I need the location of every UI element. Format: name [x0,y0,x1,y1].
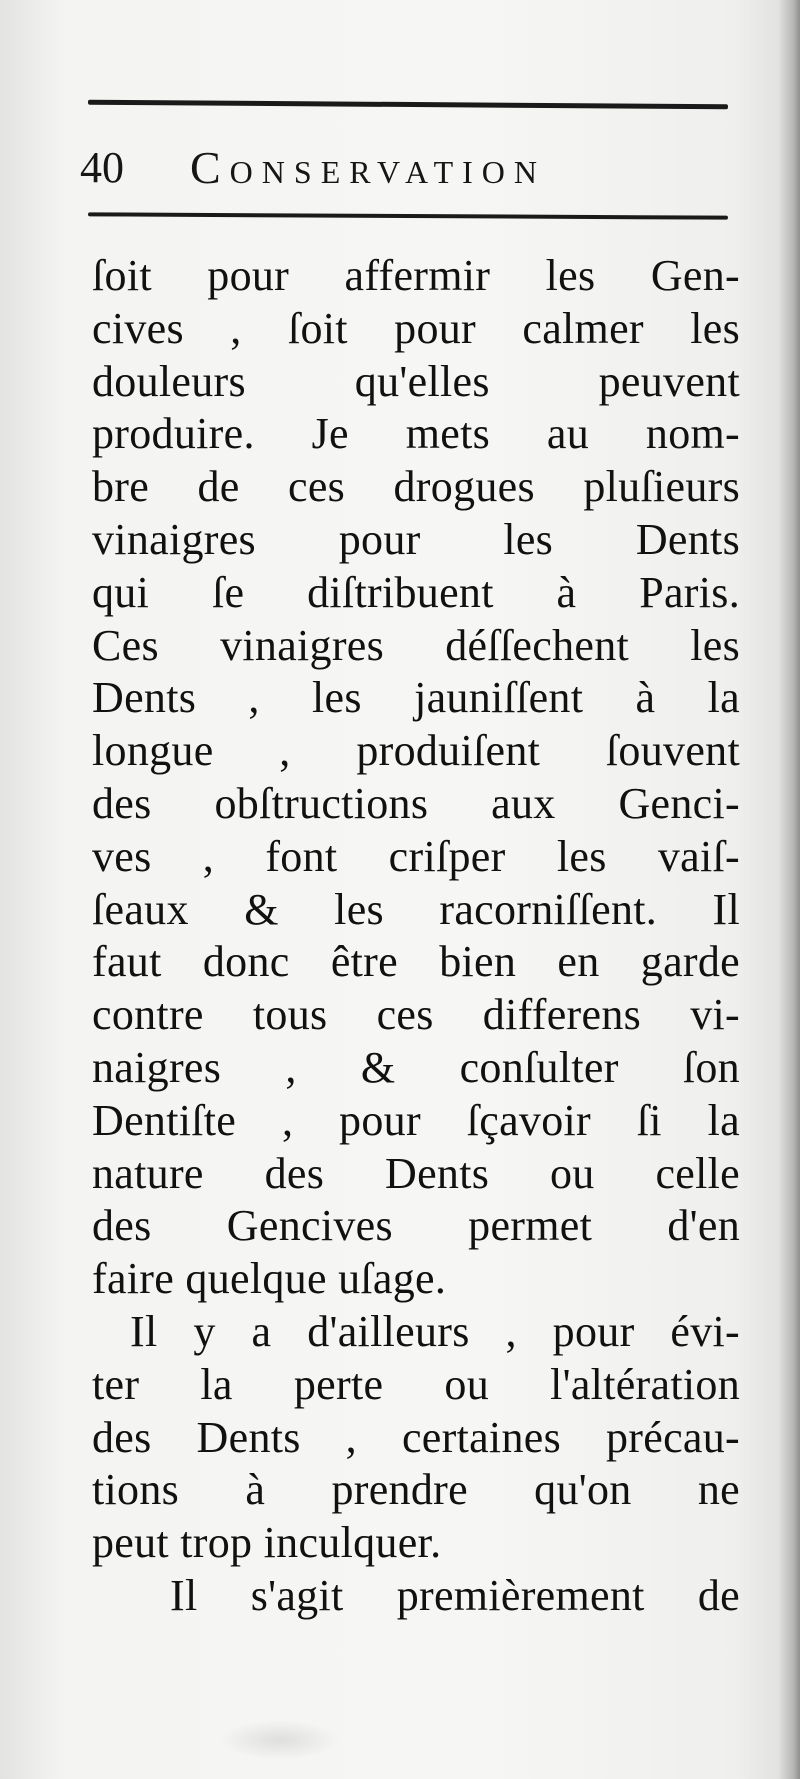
text-line: des obſtructions aux Genci- [92,778,740,828]
text-line: tions à prendre qu'on ne [92,1465,740,1515]
text-line: Il s'agit premièrement de [170,1570,740,1620]
text-line: contre tous ces differens vi- [92,990,740,1040]
body-text [92,250,740,1623]
text-line: naigres , & conſulter ſon [92,1042,740,1092]
text-line: ſoit pour affermir les Gen- [92,251,740,300]
text-line: qui ſe diſtribuent à Paris. [92,567,740,617]
text-line: des Gencives permet d'en [92,1201,740,1251]
text-line: ves , font criſper les vaiſ- [92,831,740,881]
text-line: Dentiſte , pour ſçavoir ſi la [92,1095,740,1145]
text-line: ter la perte ou l'altération [92,1359,740,1409]
text-line: faire quelque uſage. [92,1254,447,1304]
text-line: Ces vinaigres déſſechent les [92,620,740,670]
text-line: cives , ſoit pour calmer les [92,303,740,353]
text-line: Dents , les jauniſſent à la [92,673,740,723]
text-line: Il y a d'ailleurs , pour évi- [130,1306,740,1356]
running-head [80,138,740,198]
text-line: ſeaux & les racorniſſent. Il [92,884,740,934]
text-line: peut trop inculquer. [92,1518,442,1568]
paper-smudge [220,1720,340,1760]
text-line: faut donc être bien en garde [92,937,740,987]
text-line: nature des Dents ou celle [92,1148,740,1198]
header-rule-bottom [88,212,728,219]
text-line: douleurs qu'elles peuvent [92,356,740,406]
text-line: produire. Je mets au nom- [92,409,740,459]
page-gutter-shadow [778,0,800,1779]
header-rule-top [88,100,728,109]
text-line: vinaigres pour les Dents [92,514,740,564]
running-title: Conservation [190,142,546,193]
text-line: longue , produiſent ſouvent [92,726,740,776]
page-number: 40 [80,143,124,192]
text-line: bre de ces drogues pluſieurs [92,462,740,512]
text-line: des Dents , certaines précau- [92,1412,740,1462]
